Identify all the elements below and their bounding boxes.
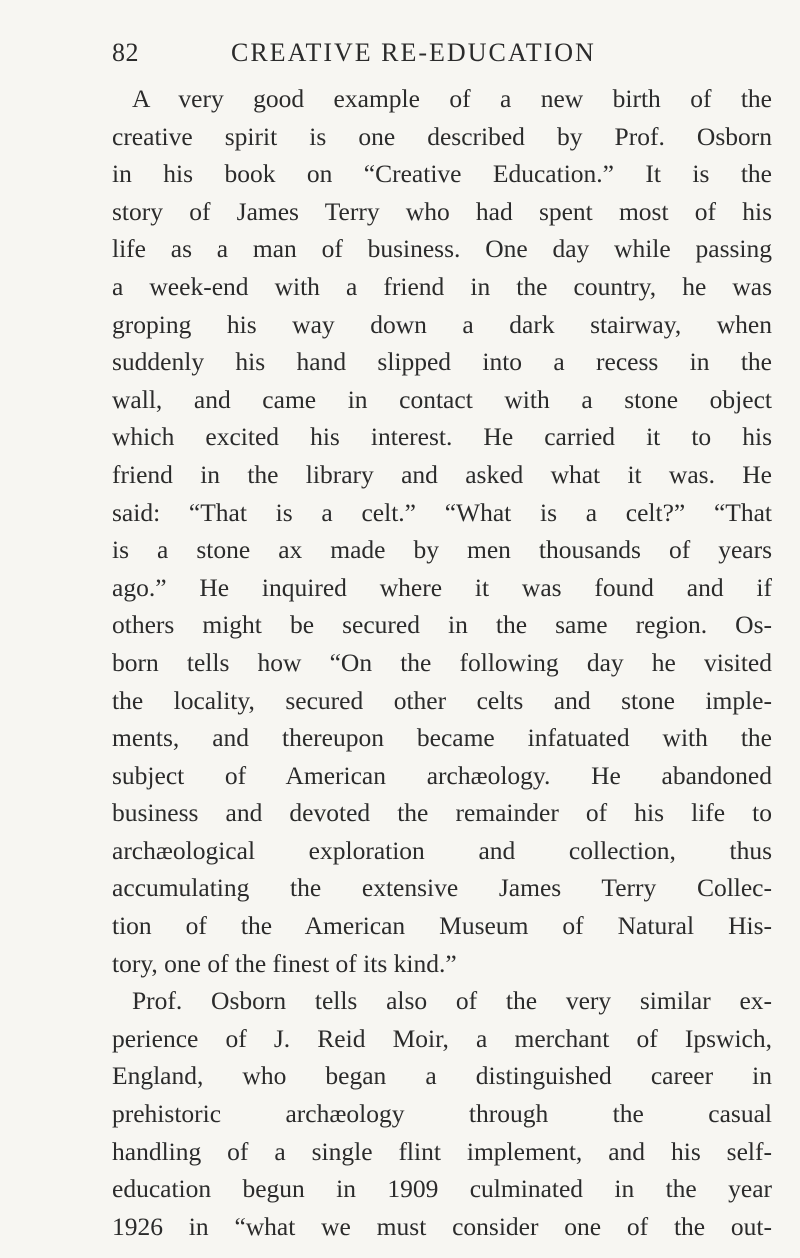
text-line: archæological exploration and collection, thus	[112, 835, 772, 865]
text-line: Prof. Osborn tells also of the very similar ex-	[132, 986, 772, 1016]
text-line: England, who began a distinguished career in	[112, 1061, 772, 1091]
text-line: ago.” He inquired where it was found and if	[112, 572, 772, 602]
text-line: tion of the American Museum of Natural His-	[112, 911, 772, 941]
text-line: creative spirit is one described by Prof. Osborn	[112, 121, 772, 151]
text-line: story of James Terry who had spent most of his	[112, 196, 772, 226]
page-number: 82	[112, 38, 139, 67]
text-line: business and devoted the remainder of his life to	[112, 798, 772, 828]
text-line: in his book on “Creative Education.” It is the	[112, 159, 772, 189]
text-line: suddenly his hand slipped into a recess in the	[112, 347, 772, 377]
text-line: said: “That is a celt.” “What is a celt?” “That	[112, 497, 772, 527]
running-head: CREATIVE RE-EDUCATION	[231, 38, 596, 67]
text-line: a week-end with a friend in the country, he was	[112, 271, 772, 301]
text-line: subject of American archæology. He abandoned	[112, 760, 772, 790]
text-line: prehistoric archæology through the casual	[112, 1099, 772, 1129]
text-line: is a stone ax made by men thousands of years	[112, 535, 772, 565]
text-line: friend in the library and asked what it was. He	[112, 459, 772, 489]
text-line: education begun in 1909 culminated in the year	[112, 1174, 772, 1204]
text-line: 1926 in “what we must consider one of the out-	[112, 1211, 772, 1241]
text-line: wall, and came in contact with a stone object	[112, 384, 772, 414]
body-text	[112, 80, 772, 1245]
text-line: others might be secured in the same region. Os-	[112, 610, 772, 640]
text-line: tory, one of the finest of its kind.”	[112, 948, 457, 978]
text-line: handling of a single flint implement, and his self-	[112, 1136, 772, 1166]
text-line: which excited his interest. He carried it to his	[112, 422, 772, 452]
text-line: groping his way down a dark stairway, when	[112, 309, 772, 339]
text-line: perience of J. Reid Moir, a merchant of Ipswich,	[112, 1023, 772, 1053]
page-header	[112, 38, 672, 78]
text-line: life as a man of business. One day while passing	[112, 234, 772, 264]
text-line: born tells how “On the following day he visited	[112, 647, 772, 677]
text-line: the locality, secured other celts and stone imple-	[112, 685, 772, 715]
text-line: accumulating the extensive James Terry Collec-	[112, 873, 772, 903]
text-line: ments, and thereupon became infatuated with the	[112, 723, 772, 753]
text-line: A very good example of a new birth of the	[132, 84, 772, 113]
